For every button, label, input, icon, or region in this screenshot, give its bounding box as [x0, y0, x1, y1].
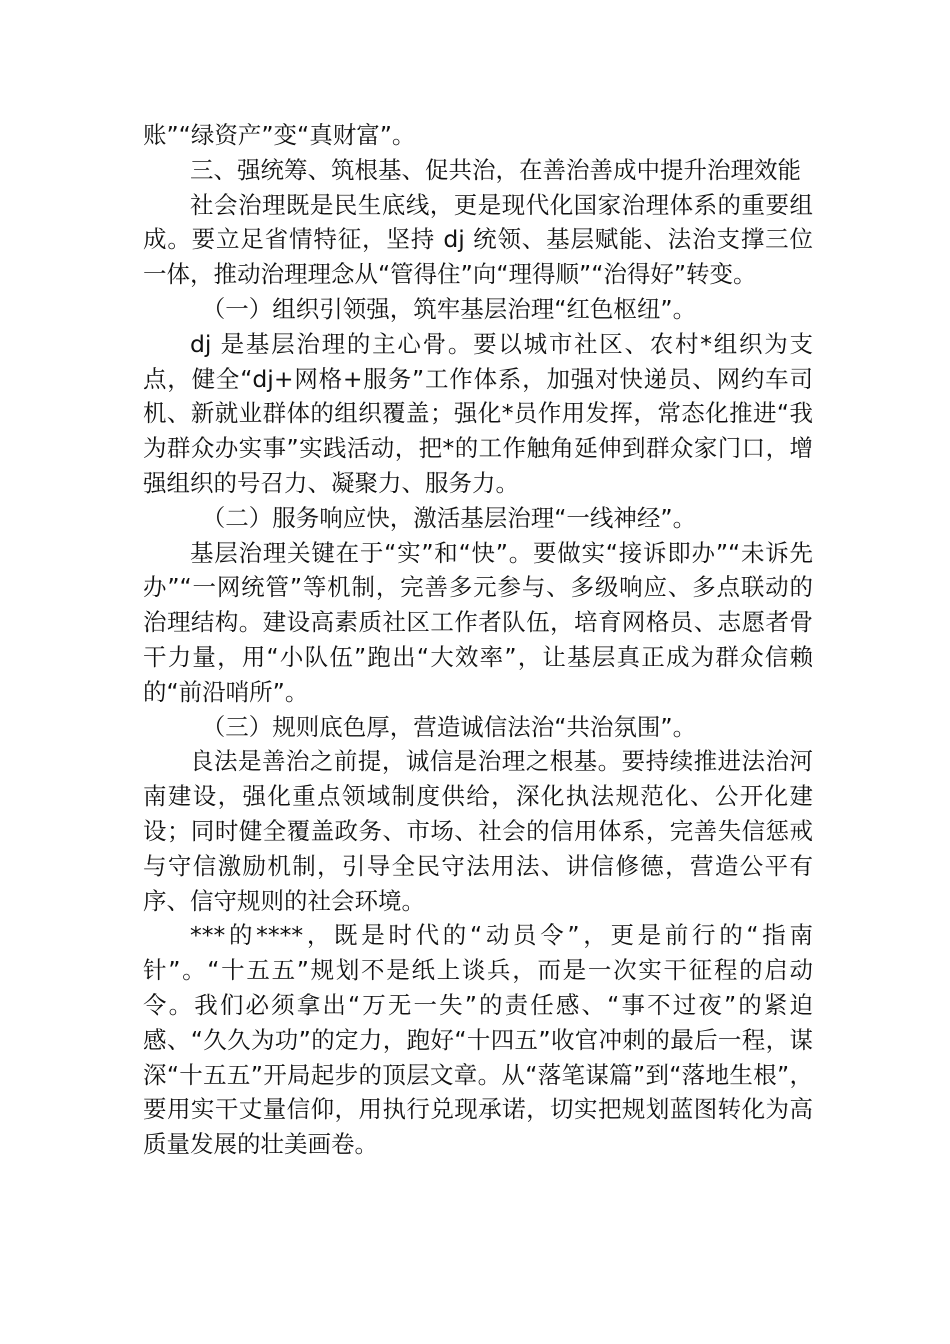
body-paragraph: dj 是基层治理的主心骨。要以城市社区、农村*组织为支点，健全“dj+网格+服务”工作体系，加强对快递员、网约车司机、新就业群体的组织覆盖；强化*员作用发挥，常态化推进“我为群众办实事”实践活动，把*的工作触角延伸到群众家门口，增强组织的号召力、凝聚力、服务力。	[143, 329, 813, 497]
section-heading-three: 三、强统筹、筑根基、促共治，在善治善成中提升治理效能	[190, 155, 801, 184]
body-paragraph: 社会治理既是民生底线，更是现代化国家治理体系的重要组成。要立足省情特征，坚持 dj 统领、基层赋能、法治支撑三位一体，推动治理理念从“管得住”向“理得顺”“治得好”转变。	[143, 190, 813, 289]
subsection-heading-two: （二）服务响应快，激活基层治理“一线神经”。	[201, 503, 697, 532]
body-paragraph: 基层治理关键在于“实”和“快”。要做实“接诉即办”“未诉先办”“一网统管”等机制，完善多元参与、多级响应、多点联动的治理结构。建设高素质社区工作者队伍，培育网格员、志愿者骨干力量，用“小队伍”跑出“大效率”，让基层真正成为群众信赖的“前沿哨所”。	[143, 538, 813, 706]
body-paragraph: 良法是善治之前提，诚信是治理之根基。要持续推进法治河南建设，强化重点领域制度供给，深化执法规范化、公开化建设；同时健全覆盖政务、市场、社会的信用体系，完善失信惩戒与守信激励机制，引导全民守法用法、讲信修德，营造公平有序、信守规则的社会环境。	[143, 747, 813, 915]
subsection-heading-three: （三）规则底色厚，营造诚信法治“共治氛围”。	[201, 712, 697, 741]
subsection-heading-one: （一）组织引领强，筑牢基层治理“红色枢纽”。	[201, 294, 697, 323]
paragraph-continuation: 账”“绿资产”变“真财富”。	[143, 121, 416, 149]
document-page	[143, 118, 813, 1162]
closing-paragraph: ***的****，既是时代的“动员令”，更是前行的“指南针”。“十五五”规划不是纸上谈兵，而是一次实干征程的启动令。我们必须拿出“万无一失”的责任感、“事不过夜”的紧迫感、“久久为功”的定力，跑好“十四五”收官冲刺的最后一程，谋深“十五五”开局起步的顶层文章。从“落笔谋篇”到“落地生根”，要用实干丈量信仰，用执行兑现承诺，切实把规划蓝图转化为高质量发展的壮美画卷。	[143, 921, 813, 1159]
